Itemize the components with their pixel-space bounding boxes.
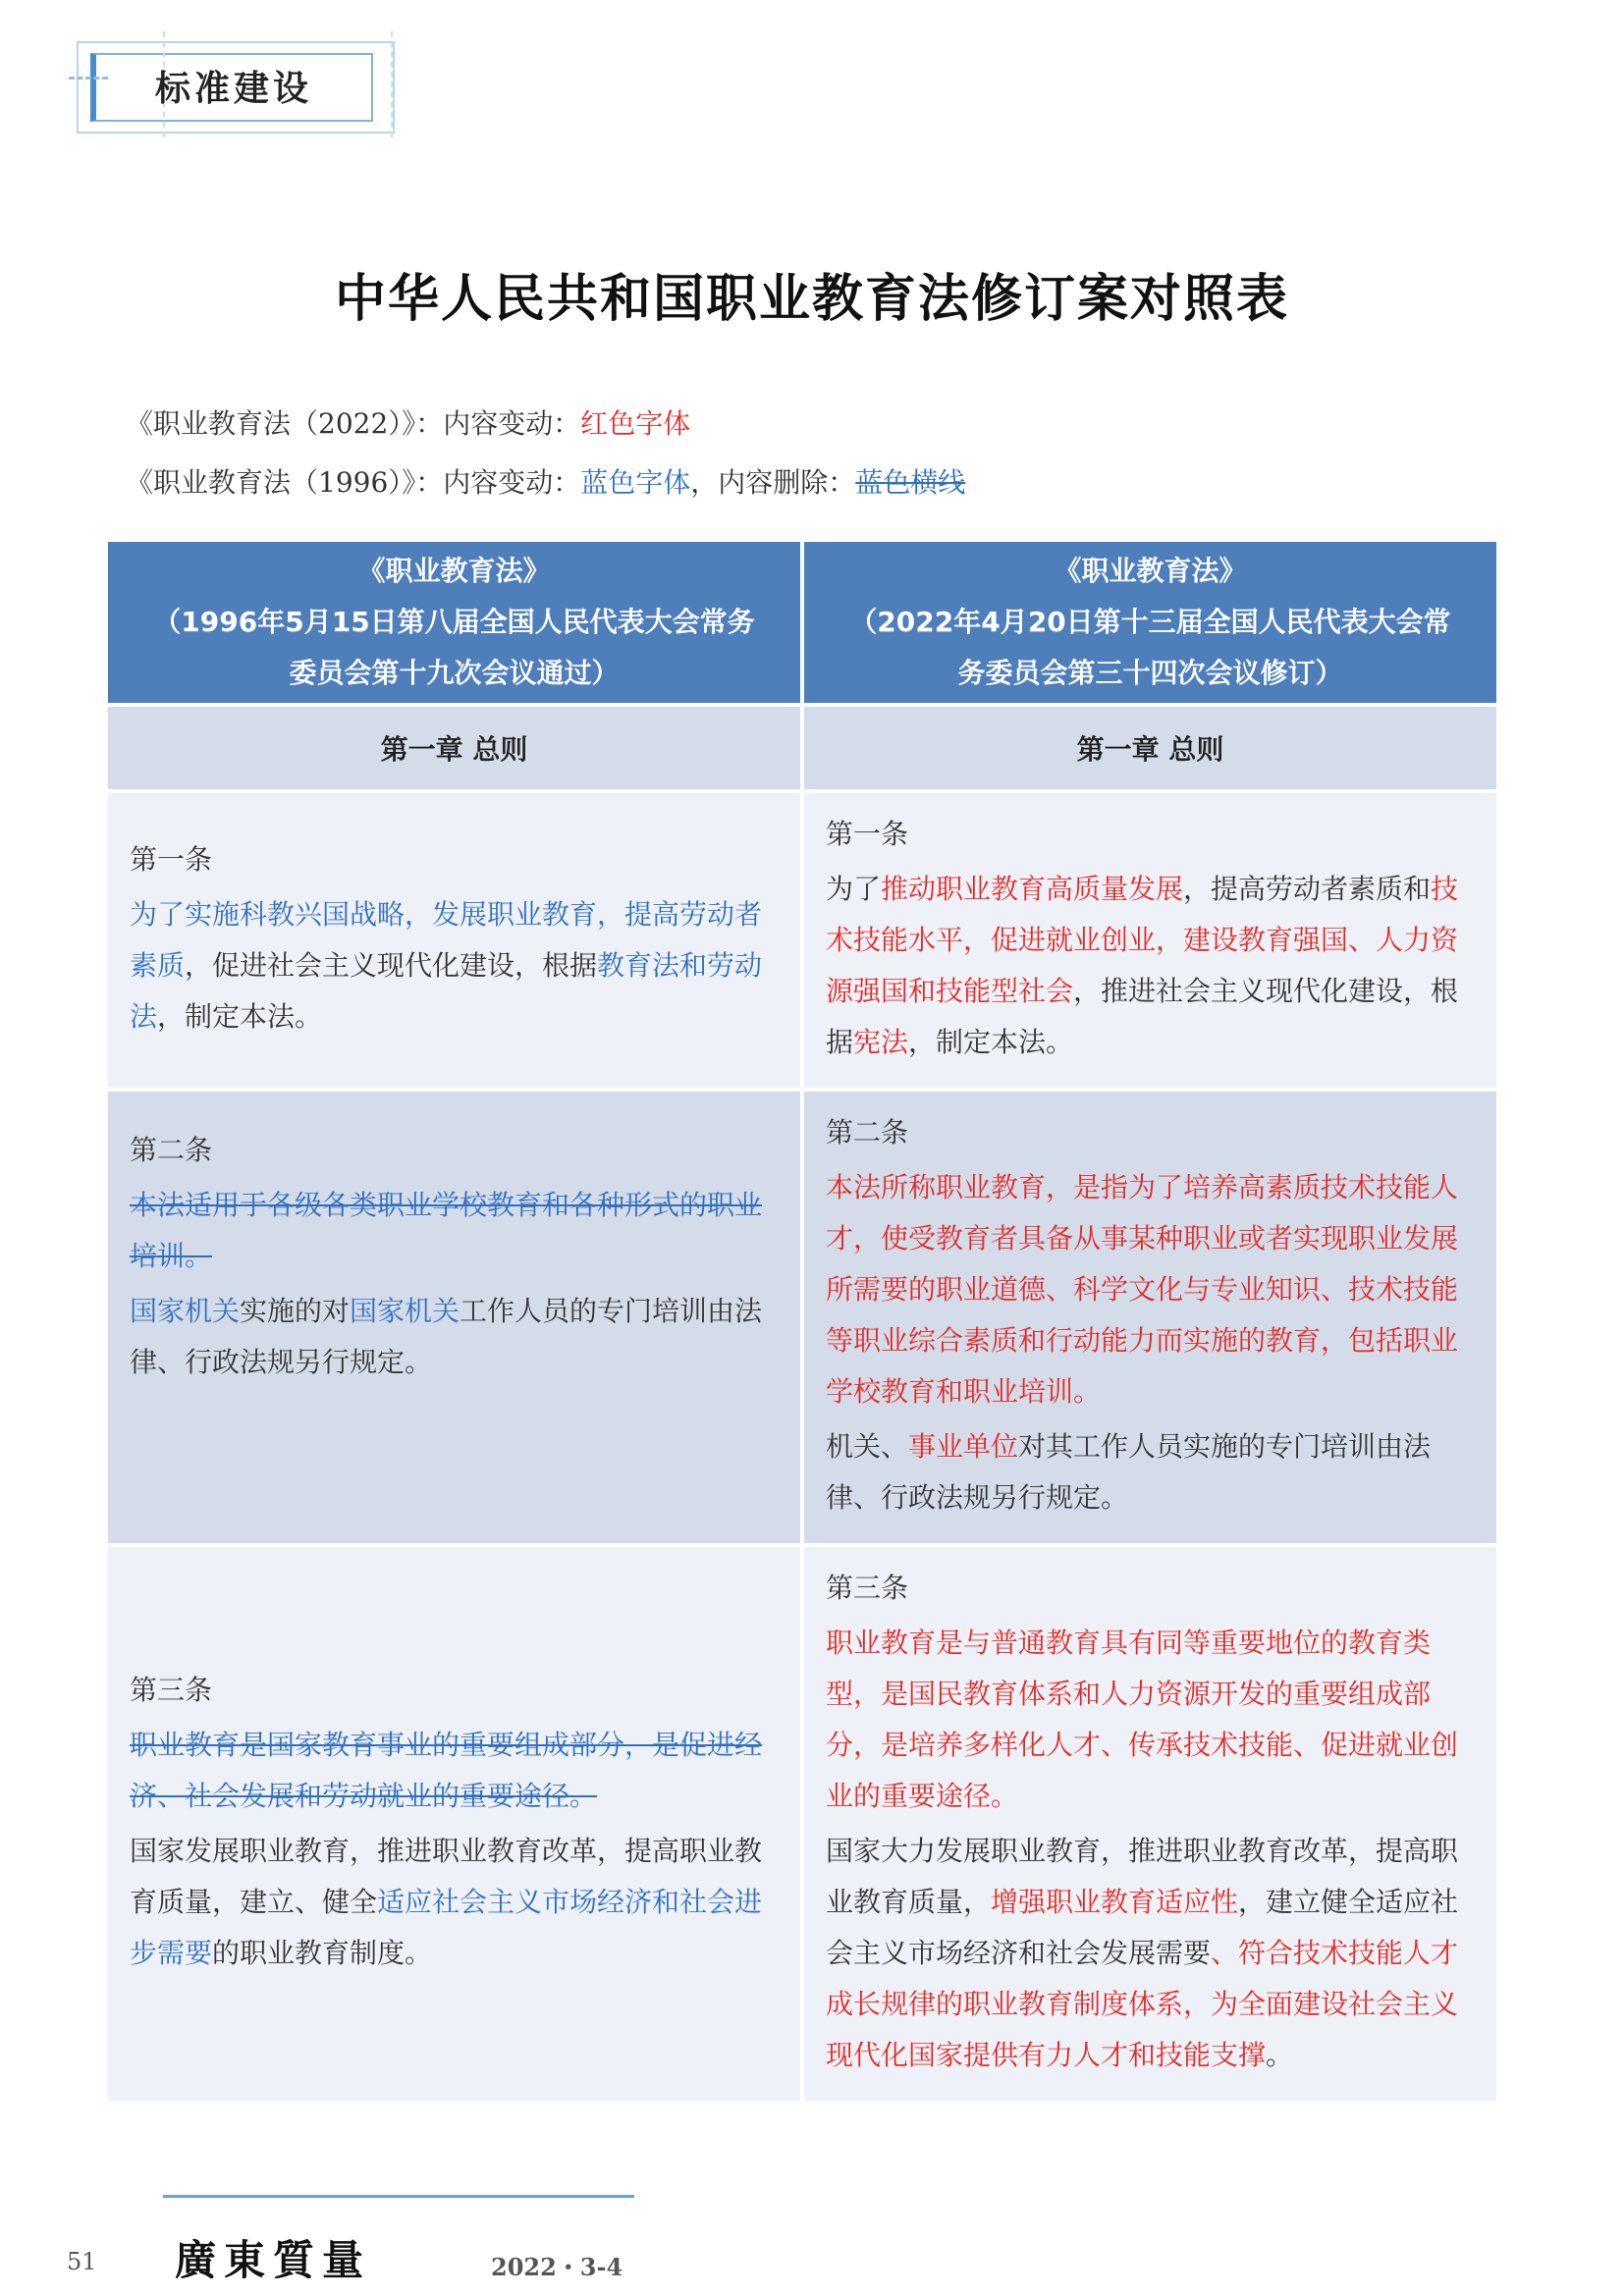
legend-red-sample: 红色字体 [580, 407, 691, 440]
footer-divider [163, 2195, 634, 2198]
chapter-title-left: 第一章 总则 [108, 707, 800, 789]
header-line: 委员会第十九次会议通过） [289, 657, 620, 689]
page-number: 51 [67, 2248, 97, 2275]
text: 机关、 [826, 1430, 909, 1463]
article-3-2022 [804, 1547, 1496, 2101]
header-line: （2022年4月20日第十三届全国人民代表大会常 [849, 606, 1451, 638]
changed-text: 国家机关 [130, 1295, 241, 1327]
legend-separator: ，内容删除： [690, 466, 856, 499]
issue-number: 2022・3-4 [491, 2253, 623, 2281]
changed-text: 国家机关 [350, 1295, 460, 1327]
article-text [130, 1826, 779, 1979]
changed-text: 教育法和劳动法 [130, 949, 763, 1033]
text: ，制定本法。 [157, 1000, 323, 1033]
legend-strike-sample: 蓝色横线 [855, 466, 966, 499]
article-heading: 第二条 [130, 1134, 213, 1166]
article-1-1996 [108, 793, 800, 1088]
changed-text: 宪法 [853, 1026, 909, 1058]
legend-2022 [126, 402, 690, 442]
chapter-row [108, 707, 1496, 789]
article-text [826, 864, 1475, 1068]
article-heading: 第一条 [826, 818, 909, 850]
text: ，建立健全适应社会主义市场经济和社会发展需要 [826, 1886, 1459, 1969]
section-badge [69, 31, 399, 137]
magazine-logo: 廣東質量 [175, 2236, 372, 2284]
article-text [130, 889, 779, 1042]
article-2-1996 [108, 1092, 800, 1543]
article-text [826, 1421, 1475, 1523]
chapter-title-right: 第一章 总则 [804, 707, 1496, 789]
header-line: 务委员会第三十四次会议修订） [957, 657, 1343, 689]
table-row [108, 1092, 1496, 1543]
legend-prefix: 《职业教育法（1996）》：内容变动： [126, 466, 581, 499]
table-row [108, 793, 1496, 1088]
header-line: 《职业教育法》 [1054, 555, 1247, 587]
text: 为了 [826, 873, 882, 905]
text: 的职业教育制度。 [212, 1937, 433, 1969]
legend-1996 [126, 461, 965, 501]
text: 工作人员的专门培训由法律、行政法规另行规定。 [130, 1295, 763, 1378]
article-heading: 第三条 [826, 1572, 909, 1604]
article-text [130, 1286, 779, 1388]
table-header-row [108, 542, 1496, 703]
page-title: 中华人民共和国职业教育法修订案对照表 [334, 270, 1289, 329]
changed-text: 适应社会主义市场经济和社会进步需要 [130, 1886, 763, 1969]
text: 国家 [826, 1835, 882, 1867]
changed-text: 为了实施科教兴国战略，发展职业教育，提高劳动者素质 [130, 898, 763, 982]
deleted-text: 本法适用于各级各类职业学校教育和各种形式的职业培训。 [130, 1189, 763, 1272]
column-header-2022 [804, 542, 1496, 703]
article-text [826, 1826, 1475, 2081]
changed-text: 推动职业教育高质量发展 [881, 873, 1184, 905]
text: 发展职业教育，推进职业教育改革，提高职业教育质量， [826, 1835, 1459, 1918]
comparison-table [104, 538, 1500, 2105]
changed-text: 本法所称职业教育，是指为了培养高素质技术技能人才，使受教育者具备从事某种职业或者实现职业发展所需要的职业道德、科学文化与专业知识、技术技能等职业综合素质和行动能力而实施的教育，包括职业学校教育和职业培训。 [826, 1171, 1459, 1408]
table-row [108, 1547, 1496, 2101]
article-heading: 第一条 [130, 843, 213, 876]
deleted-text: 职业教育是国家教育事业的重要组成部分，是促进经济、社会发展和劳动就业的重要途径。 [130, 1729, 763, 1812]
article-1-2022 [804, 793, 1496, 1088]
section-label: 标准建设 [154, 69, 312, 109]
header-line: （1996年5月15日第八届全国人民代表大会常务 [153, 606, 755, 638]
column-header-1996 [108, 542, 800, 703]
text: 实施的对 [240, 1295, 351, 1327]
changed-text: 职业教育是与普通教育具有同等重要地位的教育类型，是国民教育体系和人力资源开发的重要组成部分，是培养多样化人才、传承技术技能、促进就业创业的重要途径。 [826, 1627, 1459, 1812]
legend-blue-sample: 蓝色字体 [580, 466, 691, 499]
text: 国家发展职业教育，推进职业教育改革，提高职业教育质量，建立、健全 [130, 1835, 763, 1918]
changed-text: 增强职业教育适应性 [991, 1886, 1239, 1918]
article-heading: 第三条 [130, 1674, 213, 1706]
changed-text: 、符合技术技能人才成长规律的职业教育制度体系，为全面建设社会主义现代化国家提供有力人才和技能支撑 [826, 1937, 1459, 2071]
article-3-1996 [108, 1547, 800, 2101]
text: ，制定本法。 [908, 1026, 1074, 1058]
text: 对其工作人员实施的专门培训由法律、行政法规另行规定。 [826, 1430, 1432, 1514]
article-heading: 第二条 [826, 1116, 909, 1148]
text: 大力 [881, 1835, 937, 1867]
changed-text: 事业单位 [908, 1430, 1019, 1463]
article-2-2022 [804, 1092, 1496, 1543]
text: ，提高劳动者素质和 [1183, 873, 1432, 905]
text: 。 [1266, 2039, 1294, 2071]
changed-text: 技术技能水平，促进就业创业，建设教育强国、人力资源强国和技能型社会 [826, 873, 1459, 1007]
header-line: 《职业教育法》 [357, 555, 551, 587]
text: ，推进社会主义现代化建设，根据 [826, 975, 1459, 1058]
legend-prefix: 《职业教育法（2022）》：内容变动： [126, 407, 581, 440]
text: ，促进社会主义现代化建设，根据 [185, 949, 598, 982]
